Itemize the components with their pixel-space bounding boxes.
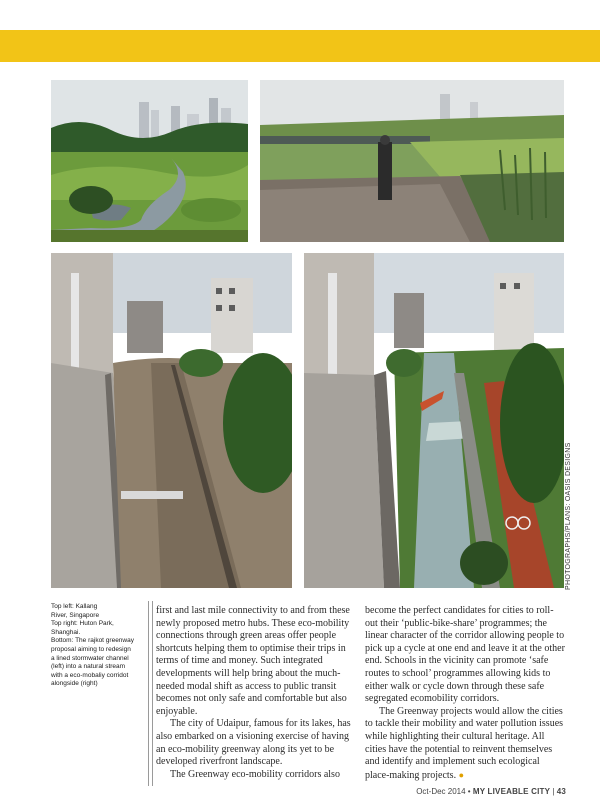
caption-line: with a eco-mobaliy corridot bbox=[51, 671, 129, 679]
figure-caption bbox=[51, 603, 143, 689]
paragraph: The Greenway eco-mobility corridors also bbox=[170, 768, 340, 780]
paragraph bbox=[365, 706, 565, 783]
rajkot-channel-before-photo bbox=[51, 253, 292, 588]
caption-line: (left) into a natural stream bbox=[51, 663, 126, 671]
header-color-band bbox=[0, 30, 600, 62]
caption-line: River, Singapore bbox=[51, 611, 100, 619]
article-column-1 bbox=[156, 605, 356, 781]
paragraph-text: The Greenway projects would allow the cities to tackle their mobility and water pollution issues while highlighting their cultural heritage. All cities have the potential to reinvent themselves and identify and implement such ecological place-making projects. bbox=[365, 705, 564, 781]
caption-line: alongside (right) bbox=[51, 680, 98, 688]
caption-divider bbox=[148, 601, 153, 786]
caption-line: Shanghai. bbox=[51, 628, 81, 636]
kallang-river-photo bbox=[51, 80, 248, 242]
caption-line: Top left: Kallang bbox=[51, 603, 98, 610]
end-mark-icon: ● bbox=[458, 769, 465, 780]
paragraph: The city of Udaipur, famous for its lakes, has also embarked on a visioning exercise of having an eco-mobility greenway along its yet to be developed riverfront landscape. bbox=[156, 718, 351, 768]
article-column-2 bbox=[365, 605, 565, 782]
paragraph: first and last mile connectivity to and from these newly proposed metro hubs. These eco-mobility connections through green areas offer people shortcuts helping them to optimise their trips in terms of time and money. Such integrated developments will help bring about the much-needed modal shift as access to public transit becomes not only safe and comfortable but also enjoyable. bbox=[156, 605, 350, 717]
caption-line: Top right: Huton Park, bbox=[51, 620, 114, 628]
paragraph: become the perfect candidates for cities to roll-out their ‘public-bike-share’ programmes; the linear character of the corridor allowing people to pick up a cycle at one end and leave it at the other end. Schools in the vicinity can promote ‘safe routes to school’ programmes allowing kids to either walk or cycle down through these safe segregated ecomobility corridors. bbox=[365, 605, 565, 705]
caption-line: proposal aiming to redesign bbox=[51, 645, 131, 653]
photo-credit: PHOTOGRAPHS/PLANS: OASIS DESIGNS bbox=[565, 442, 572, 590]
page-number: 43 bbox=[556, 787, 566, 796]
magazine-name: MY LIVEABLE CITY bbox=[472, 787, 551, 796]
caption-line: Bottom: The rajkot greenway bbox=[51, 637, 134, 645]
huton-park-photo bbox=[260, 80, 564, 242]
caption-line: a lined stormwater channel bbox=[51, 654, 129, 662]
rajkot-greenway-proposal-render bbox=[304, 253, 564, 588]
footer-divider: | bbox=[552, 787, 555, 796]
footer-bullet: • bbox=[467, 787, 471, 796]
issue-date: Oct-Dec 2014 bbox=[416, 787, 466, 796]
page-footer bbox=[416, 787, 566, 796]
